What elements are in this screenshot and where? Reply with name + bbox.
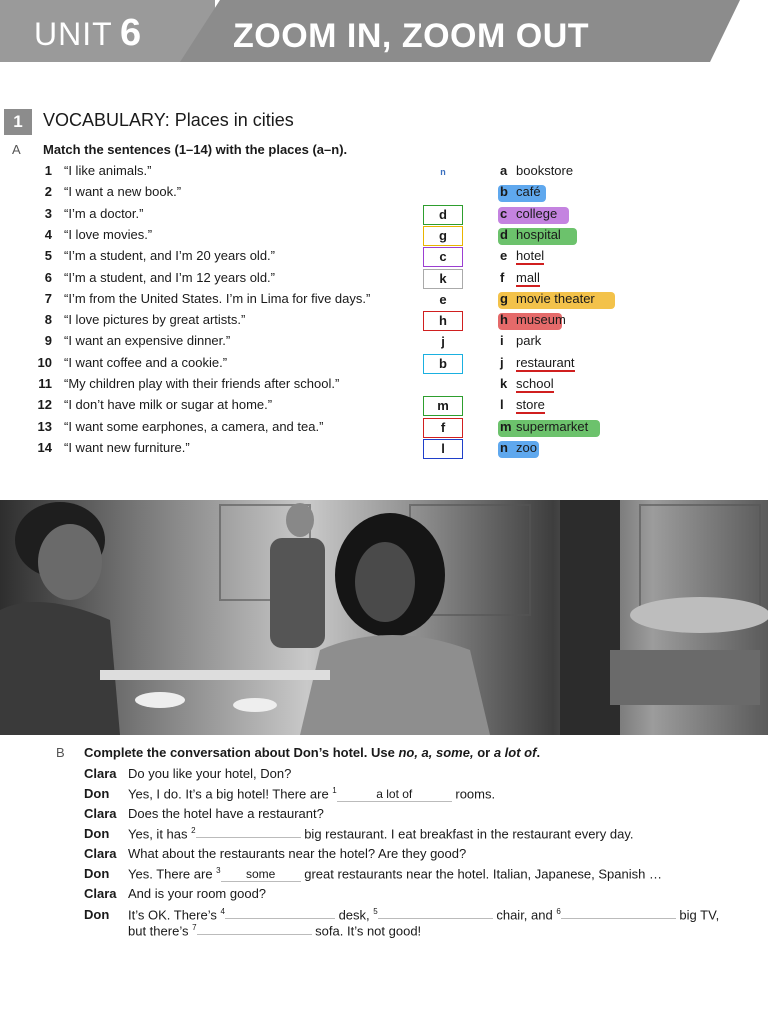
sentence-text: “I love movies.” (64, 226, 153, 242)
dialogue-text: What about the restaurants near the hotel? Are they good? (128, 846, 467, 861)
sentence-text: “I’m a doctor.” (64, 205, 144, 221)
part-a-instruction: Match the sentences (1–14) with the places (a–n). (43, 142, 348, 157)
dialogue-text: chair, and (496, 907, 557, 923)
sentence-text: “I don’t have milk or sugar at home.” (64, 397, 273, 413)
speaker-name: Don (84, 866, 110, 881)
place-letter: j (500, 354, 504, 370)
dialogue-text: And is your room good? (128, 886, 267, 901)
sentence-number: 5 (44, 248, 52, 264)
sentence-item (0, 227, 420, 247)
part-b-instruction-start: Complete the conversation about Don’s hotel. Use (84, 745, 399, 760)
sentence-text: “I want a new book.” (64, 184, 182, 200)
place-letter: h (500, 312, 508, 328)
place-item (500, 355, 575, 375)
answer-box[interactable]: l (423, 439, 463, 459)
place-item (500, 163, 573, 183)
place-letter: e (500, 248, 508, 264)
part-b-label: B (56, 745, 65, 760)
speaker-name: Clara (84, 766, 117, 781)
dialogue-text: Yes, it has (128, 826, 192, 842)
speaker-name: Clara (84, 886, 117, 901)
dialogue-text: Does the hotel have a restaurant? (128, 806, 324, 821)
blank-number: 6 (556, 907, 561, 916)
place-letter: a (500, 163, 508, 178)
dialogue-line (128, 866, 662, 882)
blank-number: 5 (373, 907, 378, 916)
unit-number: 6 (120, 12, 142, 54)
place-item (500, 227, 561, 247)
blank-number: 7 (192, 923, 197, 932)
answer-box[interactable]: c (423, 247, 463, 267)
speaker-name: Don (84, 786, 110, 801)
place-item (500, 248, 544, 268)
sentence-text: “I want new furniture.” (64, 439, 190, 455)
sentence-number: 10 (37, 354, 52, 370)
answer-blank[interactable] (197, 934, 312, 935)
restaurant-photo (0, 500, 768, 735)
place-word: hotel (516, 248, 545, 264)
sentence-number: 2 (44, 184, 52, 200)
dialogue-text: great restaurants near the hotel. Italian, Japanese, Spanish … (304, 866, 662, 882)
place-word: hospital (516, 226, 561, 242)
sentence-item (0, 184, 420, 204)
place-item (500, 312, 566, 332)
place-item (500, 184, 541, 204)
place-letter: i (500, 333, 504, 349)
photo-illustration (0, 500, 768, 735)
sentence-item (0, 291, 420, 311)
part-a-label: A (12, 142, 21, 157)
unit-label: UNIT (34, 16, 113, 52)
dialogue-text: but there’s (128, 923, 193, 939)
sentence-item (0, 270, 420, 290)
sentence-number: 8 (44, 312, 52, 328)
sentence-number: 1 (44, 163, 52, 178)
place-word: supermarket (516, 418, 589, 434)
part-b-instruction-last: a lot of (493, 745, 537, 760)
dialogue-text: rooms. (455, 786, 496, 802)
dialogue-text: big TV, (679, 907, 720, 923)
speaker-name: Clara (84, 806, 117, 821)
dialogue-text: Yes. There are (128, 866, 217, 882)
dialogue-line (128, 907, 719, 922)
sentence-text: “I love pictures by great artists.” (64, 312, 246, 328)
dialogue-line (128, 826, 633, 841)
sentence-item (0, 206, 420, 226)
answer-box[interactable] (423, 375, 463, 395)
place-letter: d (500, 226, 508, 242)
sentence-text: “I’m a student, and I’m 12 years old.” (64, 269, 275, 285)
answer-blank[interactable] (561, 918, 676, 919)
sentence-text: “I’m from the United States. I’m in Lima for five days.” (64, 290, 371, 306)
sentence-item (0, 312, 420, 332)
place-word: park (516, 333, 542, 349)
place-letter: b (500, 184, 508, 200)
dialogue-text: Do you like your hotel, Don? (128, 766, 292, 781)
dialogue-line (128, 923, 421, 938)
sentence-number: 12 (37, 397, 52, 413)
place-letter: g (500, 290, 508, 306)
dialogue-line (128, 806, 324, 821)
place-item (500, 397, 545, 417)
answer-box[interactable]: f (423, 418, 463, 438)
answer-box[interactable]: d (423, 205, 463, 225)
place-word: restaurant (516, 354, 575, 370)
answer-blank[interactable]: a lot of (337, 787, 452, 802)
part-b-instruction (84, 745, 540, 760)
sentence-item (0, 397, 420, 417)
part-b-instruction-end: . (536, 745, 541, 760)
answer-box[interactable]: b (423, 354, 463, 374)
place-word: bookstore (516, 163, 574, 178)
unit-header (0, 0, 768, 62)
answer-box[interactable]: g (423, 226, 463, 246)
part-b-instruction-or: or (473, 745, 494, 760)
speaker-name: Clara (84, 846, 117, 861)
answer-blank[interactable] (196, 837, 301, 838)
dialogue-line (128, 846, 466, 861)
place-letter: n (500, 439, 508, 455)
blank-number: 2 (191, 826, 196, 835)
answer-box[interactable]: m (423, 396, 463, 416)
unit-title: ZOOM IN, ZOOM OUT (233, 17, 590, 55)
dialogue-line (128, 786, 495, 802)
sentence-item (0, 440, 420, 460)
sentence-number: 11 (38, 376, 52, 391)
answer-box[interactable]: k (423, 269, 463, 289)
sentence-item (0, 333, 420, 353)
sentence-text: “I want some earphones, a camera, and tea.” (64, 418, 324, 434)
sentence-item (0, 248, 420, 268)
sentence-text: “I’m a student, and I’m 20 years old.” (64, 248, 275, 264)
sentence-text: “I want an expensive dinner.” (64, 333, 231, 349)
sentence-number: 13 (37, 418, 52, 434)
place-letter: m (500, 418, 512, 434)
place-item (500, 291, 595, 311)
place-letter: l (500, 397, 504, 413)
speaker-name: Don (84, 826, 110, 841)
blank-number: 1 (332, 786, 337, 795)
sentence-text: “I want coffee and a cookie.” (64, 354, 228, 370)
place-word: store (516, 397, 545, 413)
sentence-number: 9 (44, 333, 52, 349)
place-item (500, 419, 588, 439)
blank-number: 4 (220, 907, 225, 916)
section-title: VOCABULARY: Places in cities (43, 110, 294, 130)
answer-box[interactable]: n (440, 167, 446, 177)
section-number: 1 (4, 109, 32, 135)
place-word: zoo (516, 439, 537, 455)
place-letter: k (500, 376, 508, 391)
answer-box[interactable]: j (441, 334, 445, 350)
answer-box[interactable]: e (439, 291, 447, 307)
place-word: café (516, 184, 541, 200)
sentence-number: 7 (44, 290, 52, 306)
sentence-item (0, 163, 420, 183)
blank-number: 3 (216, 866, 221, 875)
dialogue-text: desk, (338, 907, 374, 923)
dialogue-line (128, 766, 291, 781)
sentence-number: 4 (44, 226, 52, 242)
place-item (500, 333, 541, 353)
dialogue-text: Yes, I do. It’s a big hotel! There are (128, 786, 333, 802)
place-word: mall (516, 269, 540, 285)
dialogue-text: It’s OK. There’s (128, 907, 221, 923)
sentence-item (0, 419, 420, 439)
sentence-item (0, 355, 420, 375)
answer-box[interactable] (423, 183, 463, 203)
answer-box[interactable]: h (423, 311, 463, 331)
place-item (500, 376, 554, 396)
place-word: school (516, 376, 554, 391)
sentence-text: “My children play with their friends after school.” (64, 376, 340, 391)
sentence-number: 3 (44, 205, 52, 221)
sentence-item (0, 376, 420, 396)
place-word: museum (516, 312, 566, 328)
answer-blank[interactable] (225, 918, 335, 919)
place-letter: f (500, 269, 505, 285)
place-word: movie theater (516, 290, 595, 306)
sentence-number: 6 (44, 269, 52, 285)
place-letter: c (500, 205, 508, 221)
place-item (500, 206, 557, 226)
place-word: college (516, 205, 558, 221)
speaker-name: Don (84, 907, 110, 922)
dialogue-text: big restaurant. I eat breakfast in the restaurant every day. (304, 826, 634, 842)
place-item (500, 440, 537, 460)
answer-blank[interactable] (378, 918, 493, 919)
part-b-instruction-words: no, a, some, (398, 745, 474, 760)
sentence-number: 14 (37, 439, 52, 455)
place-item (500, 270, 540, 290)
sentence-text: “I like animals.” (64, 163, 152, 178)
dialogue-line (128, 886, 266, 901)
dialogue-text: sofa. It’s not good! (315, 923, 422, 939)
answer-blank[interactable]: some (221, 867, 301, 882)
